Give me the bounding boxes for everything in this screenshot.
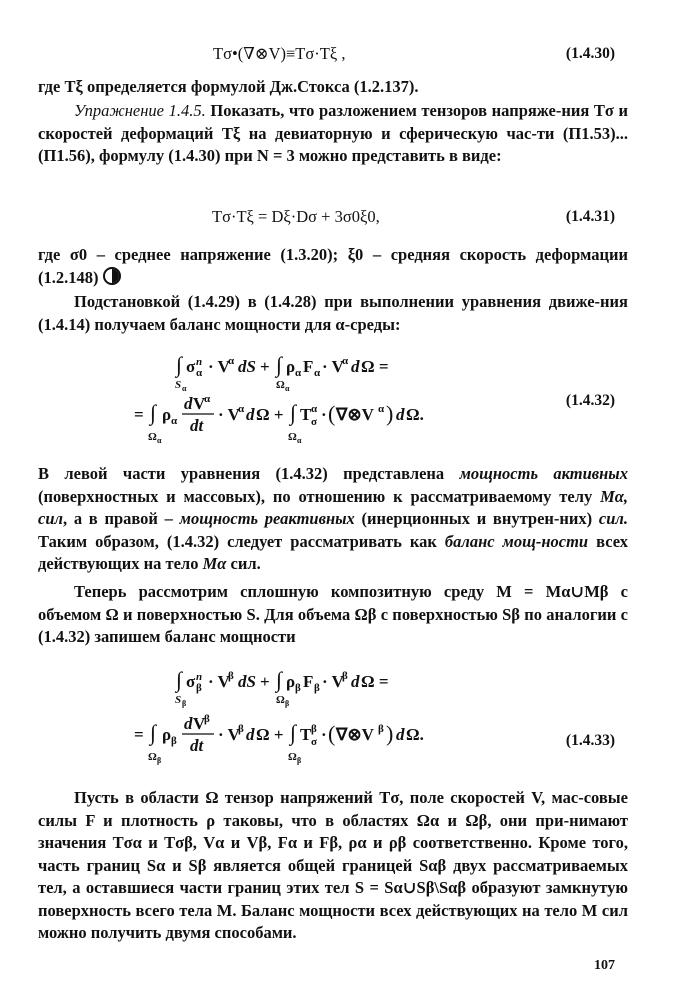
equation-1-4-30: Tσ•(∇⊗V)≡Tσ·Tξ ,: [213, 44, 346, 63]
svg-text:Ω: Ω: [276, 379, 285, 391]
svg-text:α: α: [378, 403, 385, 415]
svg-text:α: α: [295, 367, 302, 379]
svg-text:∫: ∫: [276, 352, 283, 377]
svg-text:· V: · V: [208, 672, 230, 691]
svg-text:β: β: [157, 756, 162, 765]
svg-text:Ω.: Ω.: [406, 725, 424, 744]
exercise-paragraph: [38, 100, 628, 168]
svg-text:∫: ∫: [290, 400, 297, 425]
svg-text:·: ·: [321, 405, 327, 424]
svg-text:σ: σ: [311, 416, 317, 428]
exercise-lead: Упражнение 1.4.5.: [74, 101, 206, 120]
svg-text:∇⊗V: ∇⊗V: [336, 405, 374, 424]
svg-text:β: β: [285, 699, 290, 708]
svg-text:∫: ∫: [276, 667, 283, 692]
exercise-text: Показать, что разложением тензоров напряже-ния Tσ и скоростей деформаций Tξ на девиаторную и сферическую час-ти (П1.53)...(П1.56), формулу (1.4.30) при N = 3 можно представить в виде:: [38, 101, 629, 165]
svg-text:α: α: [171, 415, 178, 427]
svg-text:α: α: [297, 436, 302, 445]
svg-text:α: α: [285, 384, 290, 393]
svg-text:σ: σ: [311, 736, 317, 748]
svg-text:n: n: [196, 671, 203, 683]
svg-text:ρ: ρ: [162, 405, 172, 424]
svg-text:α: α: [182, 384, 187, 393]
text-run: , а в правой –: [62, 509, 180, 528]
equation-number: (1.4.33): [565, 732, 615, 749]
svg-text:· V: · V: [322, 672, 344, 691]
svg-text:∫: ∫: [150, 400, 157, 425]
svg-text:σ: σ: [186, 672, 196, 691]
svg-text:Ω +: Ω +: [256, 405, 284, 424]
half-circle-icon: [103, 267, 121, 285]
paragraph: [38, 291, 628, 336]
svg-text:V: V: [193, 714, 206, 733]
svg-text:α: α: [238, 403, 245, 415]
svg-text:S: S: [175, 379, 182, 391]
svg-text:·: ·: [321, 725, 327, 744]
paragraph-text: Подстановкой (1.4.29) в (1.4.28) при выполнении уравнения движе-ния (1.4.14) получаем баланс мощности для α-среды:: [38, 292, 628, 334]
svg-text:d: d: [246, 405, 255, 424]
svg-text:β: β: [171, 735, 177, 747]
paragraph-text: где σ0 – среднее напряжение (1.3.20); ξ0 – средняя скорость деформации (1.2.148): [38, 245, 628, 287]
equation-number: (1.4.32): [565, 392, 615, 409]
svg-text:Ω.: Ω.: [406, 405, 424, 424]
svg-text:dS: dS: [238, 357, 256, 376]
svg-text:· V: · V: [218, 405, 240, 424]
svg-text:dt: dt: [190, 736, 204, 755]
svg-text:d: d: [351, 357, 360, 376]
equation-number: (1.4.30): [565, 45, 615, 62]
svg-text:T: T: [300, 725, 312, 744]
paragraph-text: где Tξ определяется формулой Дж.Стокса (1.2.137).: [38, 77, 419, 96]
svg-text:Ω =: Ω =: [361, 672, 389, 691]
svg-text:dS: dS: [238, 672, 256, 691]
svg-text:β: β: [204, 713, 210, 725]
equation-1-4-31: Tσ·Tξ = Dξ·Dσ + 3σ0ξ0,: [212, 207, 380, 226]
svg-text:σ: σ: [186, 357, 196, 376]
svg-text:β: β: [196, 682, 202, 694]
svg-text:d: d: [351, 672, 360, 691]
paragraph-text: Теперь рассмотрим сплошную композитную среду M = Mα∪Mβ с объемом Ω и поверхностью S. Для объема Ωβ с поверхностью Sβ по аналогии с (1.4.32) запишем баланс мощности: [38, 582, 628, 646]
svg-text:Ω =: Ω =: [361, 357, 389, 376]
svg-text:α: α: [157, 436, 162, 445]
svg-text:d: d: [396, 725, 405, 744]
equation-number: (1.4.31): [565, 208, 615, 225]
emphasis: мощность реактивных: [179, 509, 355, 528]
emphasis: Mα, сил: [38, 486, 628, 528]
paragraph: [38, 244, 628, 289]
svg-text:F: F: [303, 672, 314, 691]
svg-text:d: d: [184, 714, 193, 733]
svg-text:· V: · V: [208, 357, 230, 376]
svg-text:Ω: Ω: [288, 431, 297, 443]
svg-text:β: β: [311, 723, 317, 735]
svg-text:β: β: [228, 670, 234, 682]
svg-text:d: d: [396, 405, 405, 424]
svg-text:Ω: Ω: [148, 751, 157, 763]
paragraph: [38, 463, 628, 576]
svg-text:Ω +: Ω +: [256, 725, 284, 744]
svg-text:(: (: [328, 401, 336, 426]
emphasis: сил.: [598, 509, 628, 528]
svg-text:Ω: Ω: [276, 694, 285, 706]
text-run: всех действующих на тело: [38, 531, 628, 573]
svg-text:∫: ∫: [150, 720, 157, 745]
paragraph: [38, 581, 628, 649]
svg-text:α: α: [311, 403, 318, 415]
svg-text:n: n: [196, 356, 203, 368]
svg-text:ρ: ρ: [286, 672, 296, 691]
svg-text:ρ: ρ: [162, 725, 172, 744]
svg-text:· V: · V: [322, 357, 344, 376]
emphasis: мощность активных: [459, 464, 629, 483]
equation-1-4-32: [120, 345, 500, 455]
svg-text:· V: · V: [218, 725, 240, 744]
svg-text:∫: ∫: [290, 720, 297, 745]
svg-text:β: β: [295, 682, 301, 694]
svg-text:+: +: [260, 357, 270, 376]
page-number: 107: [594, 958, 615, 973]
svg-text:∇⊗V: ∇⊗V: [336, 725, 374, 744]
svg-text:∫: ∫: [176, 352, 183, 377]
svg-text:∫: ∫: [176, 667, 183, 692]
svg-text:β: β: [182, 699, 187, 708]
emphasis: баланс мощ-ности: [444, 531, 589, 551]
svg-text:Ω: Ω: [288, 751, 297, 763]
text-run: (поверхностных и массовых), по отношению к рассматриваемому телу: [38, 486, 601, 506]
paragraph: [38, 787, 628, 945]
svg-text:=: =: [134, 725, 144, 744]
svg-text:α: α: [228, 355, 235, 367]
svg-text:F: F: [303, 357, 314, 376]
text-run: сил.: [226, 554, 261, 573]
svg-text:α: α: [196, 367, 203, 379]
svg-text:β: β: [342, 670, 348, 682]
text-run: Таким образом, (1.4.32) следует рассматривать как: [38, 531, 445, 551]
svg-text:ρ: ρ: [286, 357, 296, 376]
svg-text:dt: dt: [190, 416, 204, 435]
svg-text:β: β: [238, 723, 244, 735]
svg-text:=: =: [134, 405, 144, 424]
svg-text:(: (: [328, 721, 336, 746]
svg-text:β: β: [314, 682, 320, 694]
svg-text:): ): [386, 721, 394, 746]
svg-text:α: α: [204, 393, 211, 405]
svg-text:): ): [386, 401, 394, 426]
svg-text:S: S: [175, 694, 182, 706]
paragraph: [38, 76, 628, 99]
equation-1-4-33: [120, 660, 500, 770]
svg-text:Ω: Ω: [148, 431, 157, 443]
svg-text:α: α: [314, 367, 321, 379]
svg-text:+: +: [260, 672, 270, 691]
svg-text:β: β: [378, 723, 384, 735]
svg-text:T: T: [300, 405, 312, 424]
emphasis: Mα: [202, 554, 227, 573]
svg-text:d: d: [184, 394, 193, 413]
svg-text:β: β: [297, 756, 302, 765]
text-run: (инерционных и внутрен-них): [354, 509, 599, 528]
svg-text:α: α: [342, 355, 349, 367]
paragraph-text: Пусть в области Ω тензор напряжений Tσ, поле скоростей V, мас-совые силы F и плотность ρ таковы, что в областях Ωα и Ωβ, они при-нимают значения Tσα и Tσβ, Vα и Vβ, Fα и Fβ, ρα и ρβ соответственно. Кроме того, часть границ Sα и Sβ является общей границей Sαβ двух рассматриваемых тел, а оставшиеся части границ этих тел S = Sα∪Sβ\Sαβ образуют замкнутую поверхность всего тела M. Баланс мощности всех действующих на тело M сил можно получить двумя способами.: [38, 788, 628, 942]
text-run: В левой части уравнения (1.4.32) представлена: [38, 464, 460, 483]
svg-text:V: V: [193, 394, 206, 413]
svg-text:d: d: [246, 725, 255, 744]
